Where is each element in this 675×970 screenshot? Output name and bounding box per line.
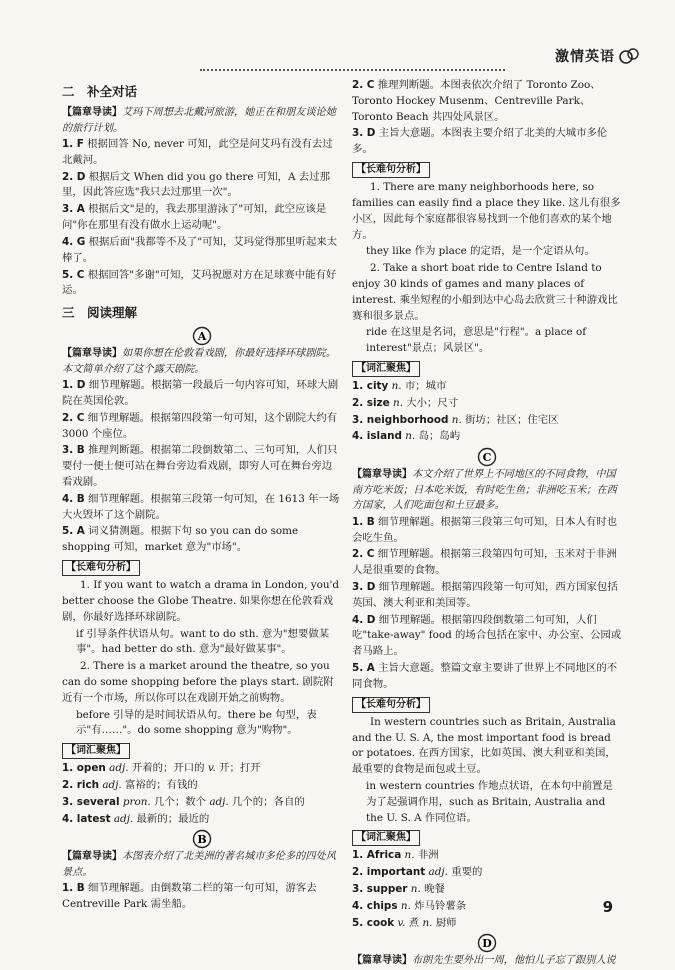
answer-item	[352, 78, 622, 125]
vocab-item	[352, 882, 622, 898]
answer-item	[62, 492, 342, 524]
vocab-meaning: 大小；尺寸	[406, 396, 459, 409]
answer-item	[352, 126, 622, 158]
vocab-pos: n.	[451, 413, 462, 426]
answer-key: 5. C	[62, 268, 85, 281]
answer-key: 3. D	[352, 581, 376, 593]
analysis-paragraph: if 引导条件状语从句。want to do sth. 意为"想要做某事"。had better do sth. 意为"最好做某事"。	[76, 627, 330, 656]
long-sentence-tag: 【长难句分析】	[352, 162, 430, 178]
answer-item	[62, 170, 342, 202]
answer-list	[352, 515, 622, 693]
vocab-word: 5. cook	[352, 916, 395, 929]
vocab-list	[352, 848, 622, 931]
answer-item	[352, 661, 622, 693]
answer-item	[352, 547, 622, 579]
vocab-item	[352, 848, 622, 864]
answer-explanation: 推理判断题。根据第二段倒数第二、三句可知，人们只要付一便士便可站在舞台旁边看戏剧，即穷人可在舞台旁边看戏剧。	[62, 444, 338, 488]
answer-explanation: 细节理解题。根据第四段第一句可知，这个剧院大约有 3000 个座位。	[62, 411, 338, 440]
vocab-meaning: 市；城市	[404, 380, 447, 392]
answer-key: 1. B	[352, 515, 375, 528]
answer-item	[62, 411, 342, 443]
answer-item	[62, 524, 342, 556]
vocab-word: 1. Africa	[352, 849, 402, 862]
answer-list	[62, 137, 342, 299]
answer-key: 2. C	[62, 411, 85, 424]
header-divider	[200, 69, 505, 71]
vocab-meaning: 厨师	[435, 916, 457, 929]
analysis-paragraph: they like 作为 place 的定语，是一个定语从句。	[366, 245, 595, 258]
answer-item	[62, 202, 342, 234]
answer-key: 2. C	[352, 548, 375, 561]
vocab-item	[352, 429, 622, 445]
vocab-item	[352, 916, 622, 932]
vocab-meaning: 几个；数个	[154, 795, 206, 808]
analysis-paragraph: 2. There is a market around the theatre, so you can do some shopping before the plays start. 剧院附近有一个市场，所以你可以在戏剧开始之前购物。	[62, 660, 334, 704]
vocab-item	[62, 812, 342, 828]
vocab-pos: n.	[422, 916, 433, 929]
answer-explanation: 细节理解题。根据第一段最后一句内容可知，环球大剧院在英国伦敦。	[62, 379, 339, 407]
vocab-meaning: 开；打开	[219, 762, 261, 775]
answer-explanation: 根据回答 No, never 可知，此空是问艾玛有没有去过北戴河。	[62, 138, 333, 166]
vocab-pos: adj.	[102, 779, 122, 791]
answer-explanation: 主旨大意题。本图表主要介绍了北美的大城市多伦多。	[352, 127, 608, 156]
answer-key: 4. G	[62, 235, 86, 248]
vocab-pos: n.	[410, 883, 421, 895]
analysis-paragraph: before 引导的是时间状语从句。there be 句型，表示"有……"。do some shopping 意为"购物"。	[76, 708, 317, 737]
long-sentence-analysis	[352, 715, 622, 827]
answer-explanation: 推理判断题。本图表依次介绍了 Toronto Zoo、Toronto Hockey Musenm、Centreville Park、Toronto Beach 共四处风景区。	[352, 79, 601, 123]
vocab-pos: n.	[391, 380, 402, 392]
passage-guide: 【篇章导读】本图表介绍了北美洲的著名城市多伦多的四处风景点。	[62, 851, 336, 878]
passage-c-badge-icon	[477, 447, 497, 467]
analysis-paragraph: in western countries 作地点状语，在本句中前置是为了起强调作用，such as Britain, Australia and the U. S. A 作同位语。	[366, 779, 613, 824]
vocab-meaning: 炸马铃薯条	[414, 899, 467, 912]
vocab-pos: v.	[207, 762, 216, 775]
answer-key: 4. B	[62, 492, 85, 505]
answer-explanation: 细节理解题。根据第三段第四句可知，玉米对于非洲人是很重要的食物。	[352, 548, 617, 577]
passage-guide: 【篇章导读】布朗先生要外出一周，他怕儿子忘了跟别人说	[352, 955, 616, 967]
vocab-meaning: 街坊；社区；住宅区	[465, 413, 559, 426]
answer-item	[62, 881, 342, 913]
answer-key: 3. A	[62, 203, 85, 216]
vocab-meaning: 煮	[408, 916, 420, 929]
answer-key: 3. B	[62, 444, 85, 457]
answer-explanation: 根据后文 When did you go there 可知，A 去过那里，因此答应选"我只去过那里一次"。	[62, 170, 330, 199]
vocab-word: 1. open	[62, 762, 106, 775]
vocab-word: 4. island	[352, 430, 402, 443]
long-sentence-tag: 【长难句分析】	[62, 560, 140, 576]
answer-key: 1. D	[62, 379, 86, 392]
answer-item	[352, 613, 622, 660]
vocab-pos: adj.	[109, 762, 129, 775]
vocab-pos: n.	[405, 430, 416, 443]
answer-item	[62, 268, 342, 300]
svg-text:B: B	[197, 833, 207, 847]
vocab-word: 4. chips	[352, 899, 398, 912]
page-header	[0, 0, 675, 74]
vocab-word: 2. size	[352, 396, 390, 409]
header-title: 激情英语	[555, 49, 615, 65]
vocab-item	[62, 795, 342, 811]
vocab-item	[352, 379, 622, 395]
vocab-pos: pron.	[122, 795, 151, 808]
vocab-meaning: 开着的；开口的	[131, 762, 205, 775]
vocab-pos: n.	[404, 849, 415, 862]
vocab-word: 3. supper	[352, 883, 408, 895]
answer-item	[62, 378, 342, 410]
answer-explanation: 根据后面"我都等不及了"可知，艾玛觉得那里听起来太棒了。	[62, 235, 338, 264]
answer-list	[352, 78, 622, 158]
long-sentence-analysis	[352, 180, 622, 357]
answer-explanation: 根据回答"多谢"可知，艾玛祝愿对方在足球赛中能有好运。	[62, 268, 337, 297]
vocab-tag: 【词汇聚焦】	[62, 743, 130, 759]
vocab-tag: 【词汇聚焦】	[352, 830, 420, 846]
vocab-word: 4. latest	[62, 812, 111, 825]
answer-explanation: 主旨大意题。整篇文章主要讲了世界上不同地区的不同食物。	[352, 662, 618, 690]
vocab-pos: adj.	[113, 812, 134, 825]
vocab-pos: adj.	[428, 866, 448, 879]
vocab-word: 1. city	[352, 380, 389, 392]
passage-guide: 【篇章导读】如果你想在伦敦看戏剧，你最好选择环球剧院。本文简单介绍了这个露天剧院。	[62, 348, 336, 375]
answer-list	[62, 378, 342, 556]
vocab-item	[62, 778, 342, 794]
answer-key: 1. B	[62, 882, 85, 895]
analysis-paragraph: ride 在这里是名词，意思是"行程"。a place of interest"景点；风景区"。	[366, 326, 587, 355]
answer-key: 3. D	[352, 127, 376, 140]
answer-explanation: 细节理解题。根据第三段第一句可知，在 1613 年一场大火毁坏了这个剧院。	[62, 492, 340, 521]
answer-key: 2. C	[352, 79, 375, 91]
vocab-list	[62, 761, 342, 827]
vocab-item	[352, 865, 622, 881]
answer-list	[62, 881, 342, 913]
answer-explanation: 细节理解题。由倒数第二栏的第一句可知，游客去 Centreville Park 需坐船。	[62, 882, 317, 911]
svg-text:A: A	[197, 330, 207, 344]
vocab-tag: 【词汇聚焦】	[352, 361, 420, 377]
answer-explanation: 细节理解题。根据第三段第三句可知，日本人有时也会吃生鱼。	[352, 515, 618, 544]
vocab-word: 2. important	[352, 866, 426, 879]
answer-explanation: 细节理解题。根据第四段第一句可知，西方国家包括英国、澳大利亚和美国等。	[352, 581, 618, 609]
answer-explanation: 细节理解题。根据第四段倒数第二句可知，人们吃"take-away" food 的场合包括在家中、办公室、公园或者马路上。	[352, 613, 622, 658]
answer-item	[352, 515, 622, 547]
vocab-pos: adj.	[209, 795, 229, 808]
passage-guide: 【篇章导读】本文介绍了世界上不同地区的不同食物，中国南方吃米饭；日本吃米饭，有时吃生鱼；非洲吃玉米；在西方国家，人们吃面包和土豆最多。	[352, 469, 617, 512]
passage-d-badge-icon	[477, 933, 497, 953]
answer-item	[62, 443, 342, 490]
vocab-pos: n.	[392, 396, 403, 409]
vocab-word: 2. rich	[62, 779, 100, 791]
answer-item	[62, 137, 342, 169]
analysis-paragraph: 1. There are many neighborhoods here, so families can easily find a place they like. 这儿有很多小区，因此每个家庭都很容易找到一个他们喜欢的某个地方。	[352, 181, 621, 241]
vocab-meaning: 非洲	[417, 849, 439, 862]
answer-key: 4. D	[352, 613, 376, 626]
section-title: 二 补全对话	[62, 84, 138, 99]
vocab-item	[62, 761, 342, 777]
vocab-meaning: 最新的；最近的	[136, 812, 210, 825]
answer-explanation: 词义猜测题。根据下句 so you can do some shopping 可知，market 意为"市场"。	[62, 525, 299, 554]
vocab-meaning: 富裕的；有钱的	[125, 779, 198, 791]
vocab-item	[352, 899, 622, 915]
answer-explanation: 根据后文"是的，我去那里游泳了"可知，此空应该是问"你在那里有没有做水上运动呢"。	[62, 203, 327, 232]
vocab-word: 3. several	[62, 795, 120, 808]
answer-item	[62, 235, 342, 267]
vocab-item	[352, 413, 622, 429]
book-logo-icon	[619, 47, 639, 65]
vocab-meaning: 重要的	[451, 866, 483, 879]
vocab-word: 3. neighborhood	[352, 413, 449, 426]
svg-text:C: C	[482, 451, 492, 465]
passage-guide: 【篇章导读】艾玛下周想去北戴河旅游，她正在和朋友谈论她的旅行计划。	[62, 107, 336, 134]
left-column	[62, 78, 342, 914]
passage-a-badge-icon	[192, 326, 212, 346]
answer-key: 2. D	[62, 170, 86, 183]
passage-b-badge-icon	[192, 829, 212, 849]
analysis-paragraph: 1. If you want to watch a drama in London, you'd better choose the Globe Theatre. 如果你想在伦敦看戏剧，你最好选择环球剧院。	[62, 579, 340, 623]
vocab-meaning: 几个的；各自的	[232, 795, 305, 808]
long-sentence-analysis	[62, 578, 342, 739]
right-column	[352, 78, 622, 970]
vocab-list	[352, 379, 622, 445]
section-title: 三 阅读理解	[62, 305, 138, 321]
analysis-paragraph: In western countries such as Britain, Australia and the U. S. A, the most important food is bread or potatoes. 在西方国家，比如英国、澳大利亚和美国，最重要的食物是面包或土豆。	[352, 715, 616, 776]
analysis-paragraph: 2. Take a short boat ride to Centre Island to enjoy 30 kinds of games and many places of interest. 乘坐短程的小船到达中心岛去欣赏三十种游戏比赛和很多景点。	[352, 262, 618, 322]
long-sentence-tag: 【长难句分析】	[352, 697, 430, 713]
vocab-pos: n.	[400, 899, 411, 912]
vocab-meaning: 岛；岛屿	[418, 430, 461, 443]
answer-key: 5. A	[62, 525, 85, 538]
svg-text:D: D	[482, 937, 492, 951]
vocab-item	[352, 396, 622, 412]
page-number: 9	[602, 898, 613, 917]
answer-key: 1. F	[62, 138, 84, 150]
vocab-pos: v.	[397, 916, 406, 929]
answer-item	[352, 580, 622, 612]
answer-key: 5. A	[352, 662, 375, 675]
vocab-meaning: 晚餐	[424, 883, 445, 895]
